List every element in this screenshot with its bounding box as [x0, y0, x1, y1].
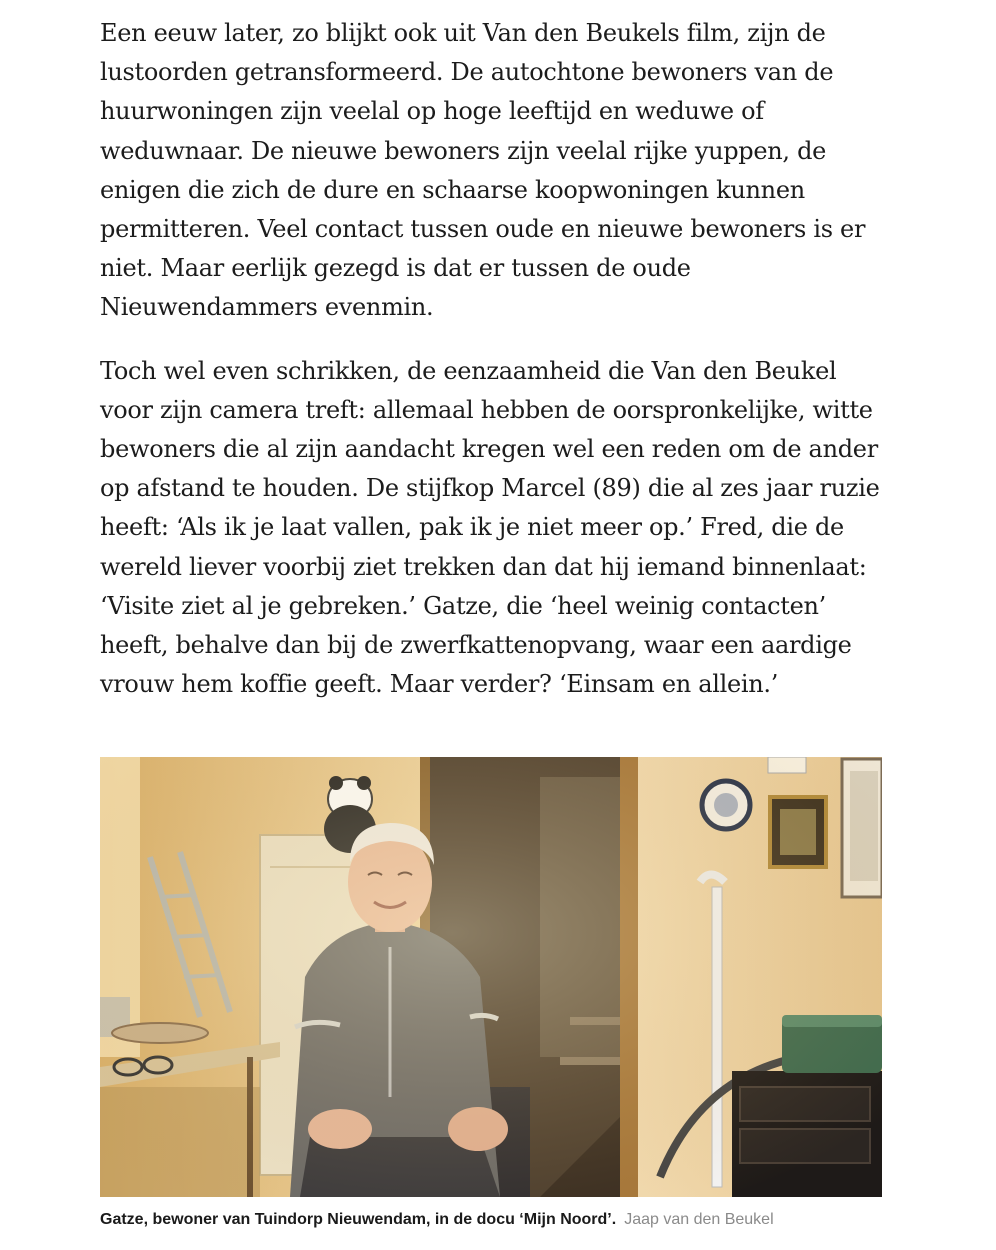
photo-credit: Jaap van den Beukel: [624, 1211, 774, 1228]
article-figure: [100, 757, 882, 1230]
article-paragraph-1: Een eeuw later, zo blijkt ook uit Van den Beukels film, zijn de lustoorden getransformeerd. De autochtone bewoners van de huurwoningen zijn veelal op hoge leeftijd en weduwe of weduwnaar. De nieuwe bewoners zijn veelal rijke yuppen, de enigen die zich de dure en schaarse koopwoningen kunnen permitteren. Veel contact tussen oude en nieuwe bewoners is er niet. Maar eerlijk gezegd is dat er tussen de oude Nieuwendammers evenmin.: [100, 19, 866, 322]
article-photo[interactable]: [100, 757, 882, 1197]
article-body: [100, 14, 890, 728]
caption-text: Gatze, bewoner van Tuindorp Nieuwendam, in de docu ‘Mijn Noord’.: [100, 1211, 617, 1228]
figure-caption: [100, 1210, 882, 1230]
article-paragraph-2: Toch wel even schrikken, de eenzaamheid die Van den Beukel voor zijn camera treft: allemaal hebben de oorspronkelijke, witte bewoners die al zijn aandacht kregen wel een reden om de ander op afstand te houden. De stijfkop Marcel (89) die al zes jaar ruzie heeft: ‘Als ik je laat vallen, pak ik je niet meer op.’ Fred, die de wereld liever voorbij ziet trekken dan dat hij iemand binnenlaat: ‘Visite ziet al je gebreken.’ Gatze, die ‘heel weinig contacten’ heeft, behalve dan bij de zwerfkattenopvang, waar een aardige vrouw hem koffie geeft. Maar verder? ‘Einsam en allein.’: [100, 356, 880, 699]
